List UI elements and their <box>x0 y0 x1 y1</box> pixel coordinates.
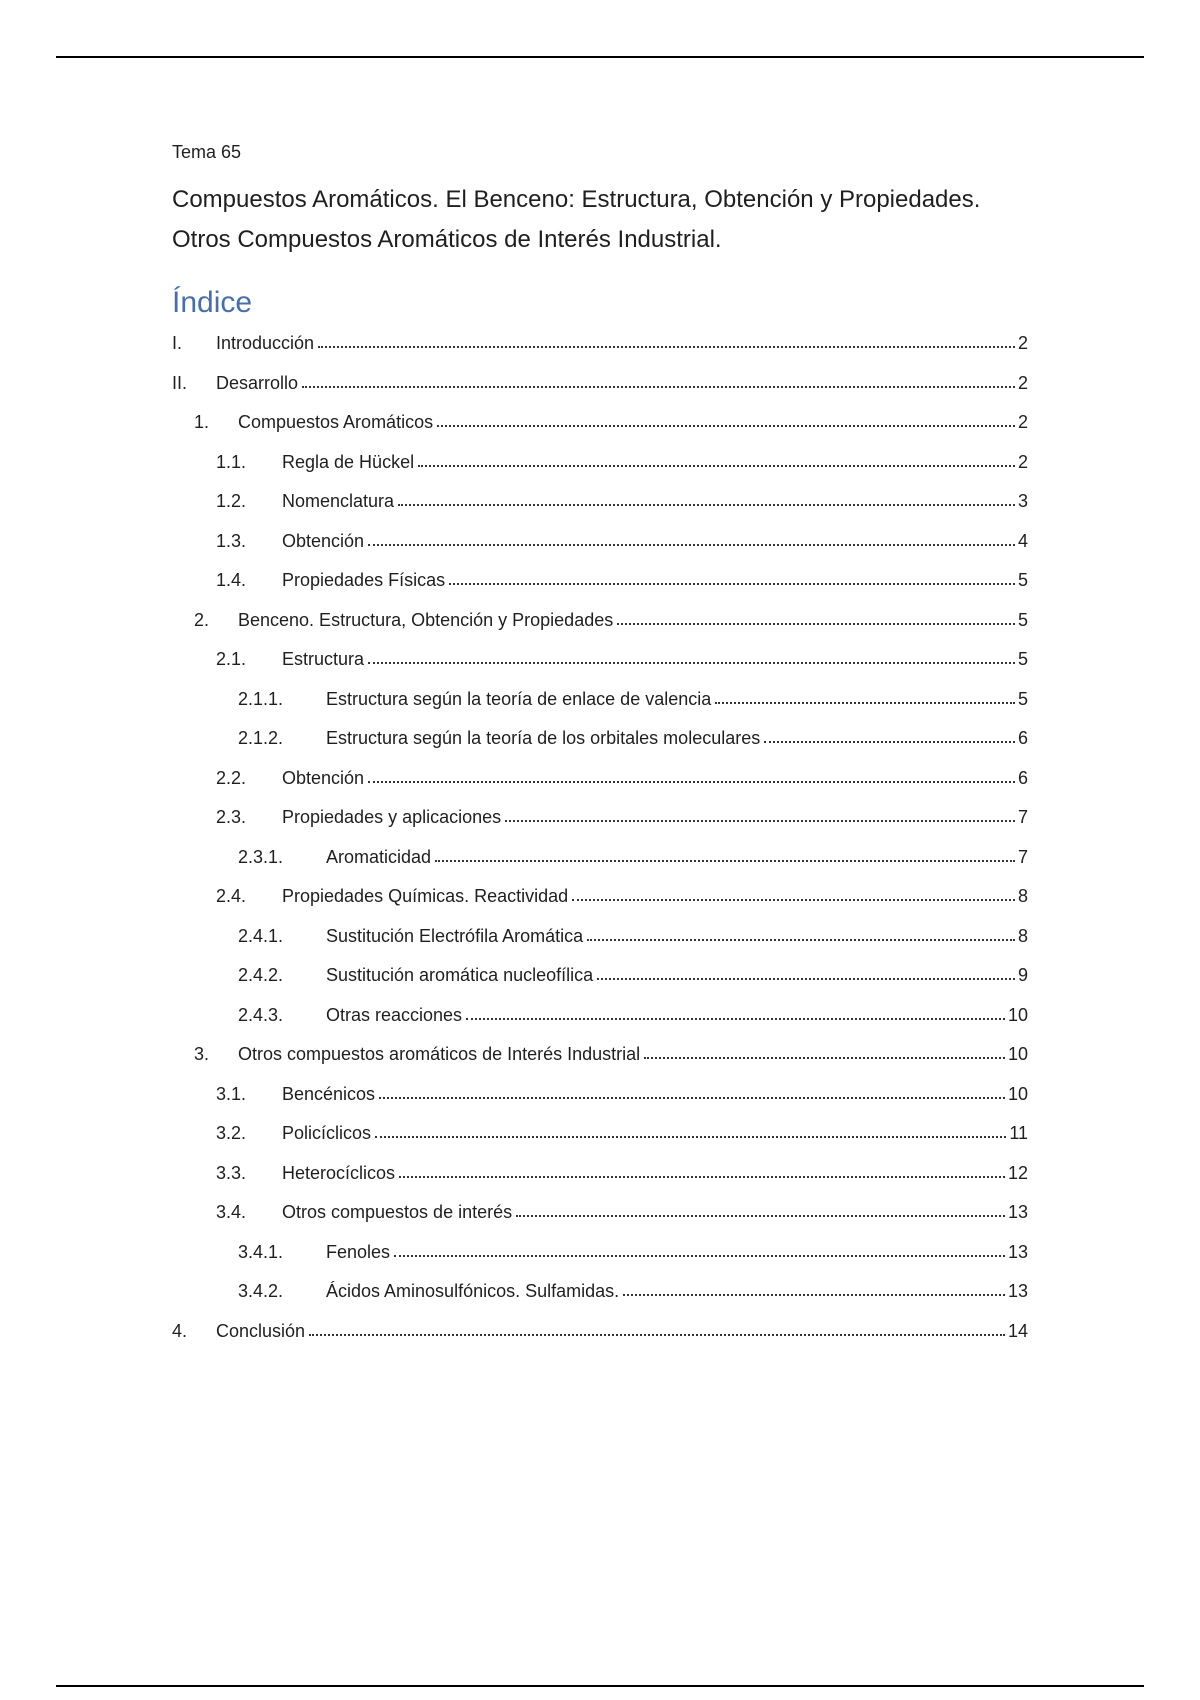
toc-entry-2-4-3[interactable] <box>172 986 1028 1026</box>
toc-entry-3[interactable] <box>172 1026 1028 1066</box>
toc-entry-2-3[interactable] <box>172 789 1028 829</box>
dot-leader <box>375 1136 1006 1138</box>
dot-leader <box>318 346 1015 348</box>
toc-entry-1-2[interactable] <box>172 473 1028 513</box>
toc-entry-label: Otros compuestos aromáticos de Interés Industrial <box>238 1044 641 1064</box>
toc-entry-1-3[interactable] <box>172 512 1028 552</box>
toc-entry-3-4[interactable] <box>172 1184 1028 1224</box>
toc-entry-page: 13 <box>1007 1281 1028 1301</box>
toc-entry-number: 1.4. <box>216 570 247 590</box>
toc-entry-1[interactable] <box>172 394 1028 434</box>
toc-entry-number: 3.2. <box>216 1123 247 1143</box>
dot-leader <box>437 425 1015 427</box>
toc-entry-number: 2. <box>194 609 210 630</box>
toc-entry-page: 2 <box>1017 333 1028 353</box>
table-of-contents <box>172 326 1028 1342</box>
toc-entry-number: 2.1.1. <box>238 688 284 709</box>
toc-entry-label: Obtención <box>282 530 365 551</box>
toc-entry-number: 3.1. <box>216 1083 247 1104</box>
toc-entry-page: 5 <box>1017 649 1028 669</box>
dot-leader <box>309 1334 1005 1336</box>
dot-leader <box>449 583 1015 585</box>
toc-entry-number: I. <box>172 333 183 353</box>
toc-entry-number: 2.3. <box>216 807 247 827</box>
dot-leader <box>302 386 1015 388</box>
toc-entry-label: Desarrollo <box>216 372 299 393</box>
toc-entry-number: 2.3.1. <box>238 846 284 867</box>
toc-entry-page: 9 <box>1017 965 1028 985</box>
dot-leader <box>368 781 1015 783</box>
toc-entry-label: Nomenclatura <box>282 491 395 511</box>
dot-leader <box>597 978 1015 980</box>
toc-entry-page: 7 <box>1017 807 1028 827</box>
toc-entry-label: Sustitución aromática nucleofílica <box>326 965 594 985</box>
toc-entry-page: 2 <box>1017 451 1028 472</box>
toc-entry-3-1[interactable] <box>172 1065 1028 1105</box>
toc-entry-label: Introducción <box>216 333 315 353</box>
toc-entry-page: 10 <box>1007 1083 1028 1104</box>
dot-leader <box>764 741 1015 743</box>
toc-entry-label: Sustitución Electrófila Aromática <box>326 925 584 946</box>
toc-entry-number: 1.2. <box>216 491 247 511</box>
toc-entry-label: Bencénicos <box>282 1083 376 1104</box>
toc-entry-page: 2 <box>1017 372 1028 393</box>
toc-entry-2-1-2[interactable] <box>172 710 1028 750</box>
toc-entry-number: 1.3. <box>216 530 247 551</box>
toc-entry-page: 5 <box>1017 609 1028 630</box>
toc-entry-label: Fenoles <box>326 1241 391 1262</box>
toc-entry-page: 13 <box>1007 1202 1028 1222</box>
dot-leader <box>398 504 1015 506</box>
toc-entry-number: 3.4.2. <box>238 1281 284 1301</box>
toc-entry-number: 2.4. <box>216 886 247 906</box>
toc-entry-number: 2.1. <box>216 649 247 669</box>
dot-leader <box>379 1097 1005 1099</box>
toc-entry-2-3-1[interactable] <box>172 828 1028 868</box>
dot-leader <box>368 662 1015 664</box>
toc-entry-page: 6 <box>1017 767 1028 788</box>
toc-entry-number: 3. <box>194 1044 210 1064</box>
toc-entry-label: Heterocíclicos <box>282 1162 396 1183</box>
toc-entry-label: Compuestos Aromáticos <box>238 412 434 432</box>
toc-entry-label: Policíclicos <box>282 1123 372 1143</box>
dot-leader <box>715 702 1015 704</box>
footer-rule <box>56 1685 1144 1687</box>
toc-entry-number: 3.3. <box>216 1162 247 1183</box>
toc-entry-page: 14 <box>1007 1320 1028 1341</box>
toc-entry-page: 2 <box>1017 412 1028 432</box>
toc-entry-desarrollo[interactable] <box>172 354 1028 394</box>
toc-entry-label: Ácidos Aminosulfónicos. Sulfamidas. <box>326 1281 620 1301</box>
toc-entry-page: 4 <box>1017 530 1028 551</box>
dot-leader <box>623 1294 1005 1296</box>
toc-entry-number: 2.1.2. <box>238 728 284 748</box>
toc-entry-number: II. <box>172 372 188 393</box>
toc-entry-2-4[interactable] <box>172 868 1028 908</box>
toc-entry-page: 8 <box>1017 886 1028 906</box>
dot-leader <box>644 1057 1005 1059</box>
toc-entry-2-2[interactable] <box>172 749 1028 789</box>
toc-entry-1-1[interactable] <box>172 433 1028 473</box>
toc-entry-page: 5 <box>1017 570 1028 590</box>
toc-entry-3-4-2[interactable] <box>172 1263 1028 1303</box>
toc-entry-page: 7 <box>1017 846 1028 867</box>
dot-leader <box>516 1215 1005 1217</box>
toc-entry-number: 3.4.1. <box>238 1241 284 1262</box>
dot-leader <box>399 1176 1005 1178</box>
toc-entry-page: 11 <box>1009 1123 1028 1143</box>
toc-entry-page: 3 <box>1017 491 1028 511</box>
toc-entry-number: 3.4. <box>216 1202 247 1222</box>
toc-entry-number: 1. <box>194 412 210 432</box>
toc-entry-label: Estructura según la teoría de enlace de valencia <box>326 688 712 709</box>
toc-entry-label: Estructura <box>282 649 365 669</box>
toc-entry-label: Propiedades Químicas. Reactividad <box>282 886 569 906</box>
toc-entry-page: 10 <box>1007 1004 1028 1025</box>
dot-leader <box>617 623 1015 625</box>
toc-entry-4[interactable] <box>172 1302 1028 1342</box>
toc-entry-number: 2.4.3. <box>238 1004 284 1025</box>
dot-leader <box>466 1018 1005 1020</box>
toc-entry-label: Aromaticidad <box>326 846 432 867</box>
toc-entry-3-4-1[interactable] <box>172 1223 1028 1263</box>
toc-entry-page: 6 <box>1017 728 1028 748</box>
dot-leader <box>587 939 1015 941</box>
dot-leader <box>418 465 1015 467</box>
toc-entry-2[interactable] <box>172 591 1028 631</box>
toc-entry-1-4[interactable] <box>172 552 1028 592</box>
toc-entry-number: 4. <box>172 1320 188 1341</box>
document-title: Compuestos Aromáticos. El Benceno: Estructura, Obtención y Propiedades. Otros Compuestos Aromáticos de Interés Industrial. <box>172 186 981 253</box>
toc-entry-label: Obtención <box>282 767 365 788</box>
toc-entry-label: Regla de Hückel <box>282 451 415 472</box>
dot-leader <box>368 544 1015 546</box>
toc-entry-number: 1.1. <box>216 451 247 472</box>
toc-entry-label: Benceno. Estructura, Obtención y Propiedades <box>238 609 614 630</box>
toc-entry-3-3[interactable] <box>172 1144 1028 1184</box>
toc-entry-label: Propiedades y aplicaciones <box>282 807 502 827</box>
document-page <box>172 140 1028 1342</box>
toc-entry-page: 13 <box>1007 1241 1028 1262</box>
toc-entry-introduccion[interactable] <box>172 326 1028 354</box>
dot-leader <box>435 860 1015 862</box>
toc-entry-number: 2.4.2. <box>238 965 284 985</box>
toc-entry-page: 5 <box>1017 688 1028 709</box>
toc-entry-number: 2.2. <box>216 767 247 788</box>
toc-entry-label: Estructura según la teoría de los orbitales moleculares <box>326 728 761 748</box>
header-rule <box>56 56 1144 58</box>
toc-entry-page: 12 <box>1007 1162 1028 1183</box>
toc-entry-label: Propiedades Físicas <box>282 570 446 590</box>
toc-heading: Índice <box>172 286 253 319</box>
toc-entry-2-4-2[interactable] <box>172 947 1028 987</box>
toc-entry-label: Otras reacciones <box>326 1004 463 1025</box>
dot-leader <box>572 899 1015 901</box>
toc-entry-number: 2.4.1. <box>238 925 284 946</box>
toc-entry-label: Conclusión <box>216 1320 306 1341</box>
toc-entry-2-1-1[interactable] <box>172 670 1028 710</box>
toc-entry-label: Otros compuestos de interés <box>282 1202 513 1222</box>
topic-label: Tema 65 <box>172 142 242 162</box>
dot-leader <box>394 1255 1005 1257</box>
toc-entry-3-2[interactable] <box>172 1105 1028 1145</box>
toc-entry-page: 10 <box>1007 1044 1028 1064</box>
toc-entry-2-1[interactable] <box>172 631 1028 671</box>
toc-entry-page: 8 <box>1017 925 1028 946</box>
toc-entry-2-4-1[interactable] <box>172 907 1028 947</box>
dot-leader <box>505 820 1015 822</box>
